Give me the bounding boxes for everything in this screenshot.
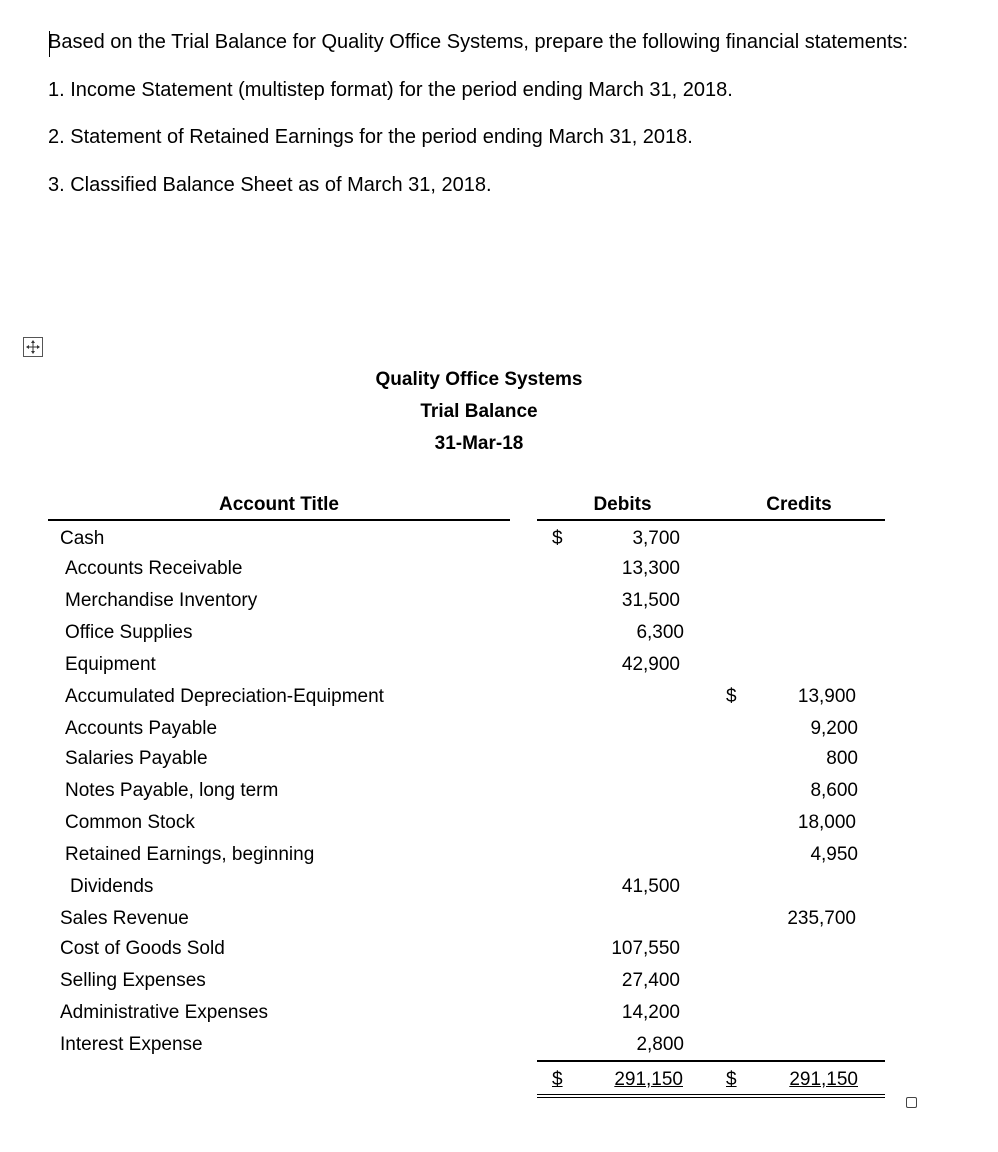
instruction-item-3: 3. Classified Balance Sheet as of March 31, 2018. [48,174,492,196]
instruction-item-1: 1. Income Statement (multistep format) for the period ending March 31, 2018. [48,79,733,101]
header-underline-account [48,519,510,521]
table-row-account: Sales Revenue [60,908,189,929]
table-row-debit: 107,550 [611,938,680,959]
totals-overline [537,1060,885,1062]
move-arrows-icon[interactable] [23,337,43,357]
debit-dollar-sign: $ [552,528,563,549]
table-row-account: Notes Payable, long term [65,780,279,801]
company-name: Quality Office Systems [375,369,583,390]
table-row-debit: 42,900 [621,654,680,675]
table-row-account: Dividends [70,876,154,897]
table-row-account: Office Supplies [65,622,193,643]
table-row-credit: 18,000 [797,812,856,833]
resize-handle-icon[interactable] [906,1097,917,1108]
table-row-debit: 13,300 [621,558,680,579]
credit-dollar-sign: $ [726,686,737,707]
table-row-account: Merchandise Inventory [65,590,258,611]
total-debit-dollar-sign: $ [552,1069,563,1090]
table-row-account: Accounts Payable [65,718,218,739]
header-credits: Credits [766,494,832,515]
table-row-credit: 8,600 [810,780,858,801]
table-row-debit: 31,500 [621,590,680,611]
instructions-intro: Based on the Trial Balance for Quality Office Systems, prepare the following financial statements: [48,31,909,53]
table-row-credit: 235,700 [787,908,856,929]
table-row-account: Common Stock [65,812,195,833]
table-row-debit: 14,200 [621,1002,680,1023]
table-row-account: Accumulated Depreciation-Equipment [65,686,384,707]
table-row-account: Selling Expenses [60,970,206,991]
table-row-account: Administrative Expenses [60,1002,269,1023]
header-account-title: Account Title [219,494,339,515]
table-row-account: Interest Expense [60,1034,203,1055]
table-row-debit: 6,300 [636,622,684,643]
table-row-debit: 27,400 [621,970,680,991]
totals-double-underline-1 [537,1094,885,1095]
table-row-credit: 13,900 [797,686,856,707]
header-debits: Debits [593,494,652,515]
table-row-debit: 41,500 [621,876,680,897]
table-row-account: Salaries Payable [65,748,208,769]
report-name: Trial Balance [420,401,538,422]
instruction-item-2: 2. Statement of Retained Earnings for the period ending March 31, 2018. [48,126,693,148]
table-row-account: Cash [60,528,105,549]
total-credit-dollar-sign: $ [726,1069,737,1090]
table-row-account: Retained Earnings, beginning [65,844,315,865]
report-date: 31-Mar-18 [434,433,524,454]
table-row-debit: 2,800 [636,1034,684,1055]
total-credits: 291,150 [789,1069,858,1090]
table-row-account: Equipment [65,654,156,675]
totals-double-underline-2 [537,1097,885,1098]
table-row-credit: 800 [826,748,858,769]
total-debits: 291,150 [614,1069,683,1090]
table-row-credit: 4,950 [810,844,858,865]
table-row-account: Cost of Goods Sold [60,938,225,959]
table-row-account: Accounts Receivable [65,558,243,579]
header-underline-amounts [537,519,885,521]
table-row-debit: 3,700 [632,528,680,549]
table-row-credit: 9,200 [810,718,858,739]
